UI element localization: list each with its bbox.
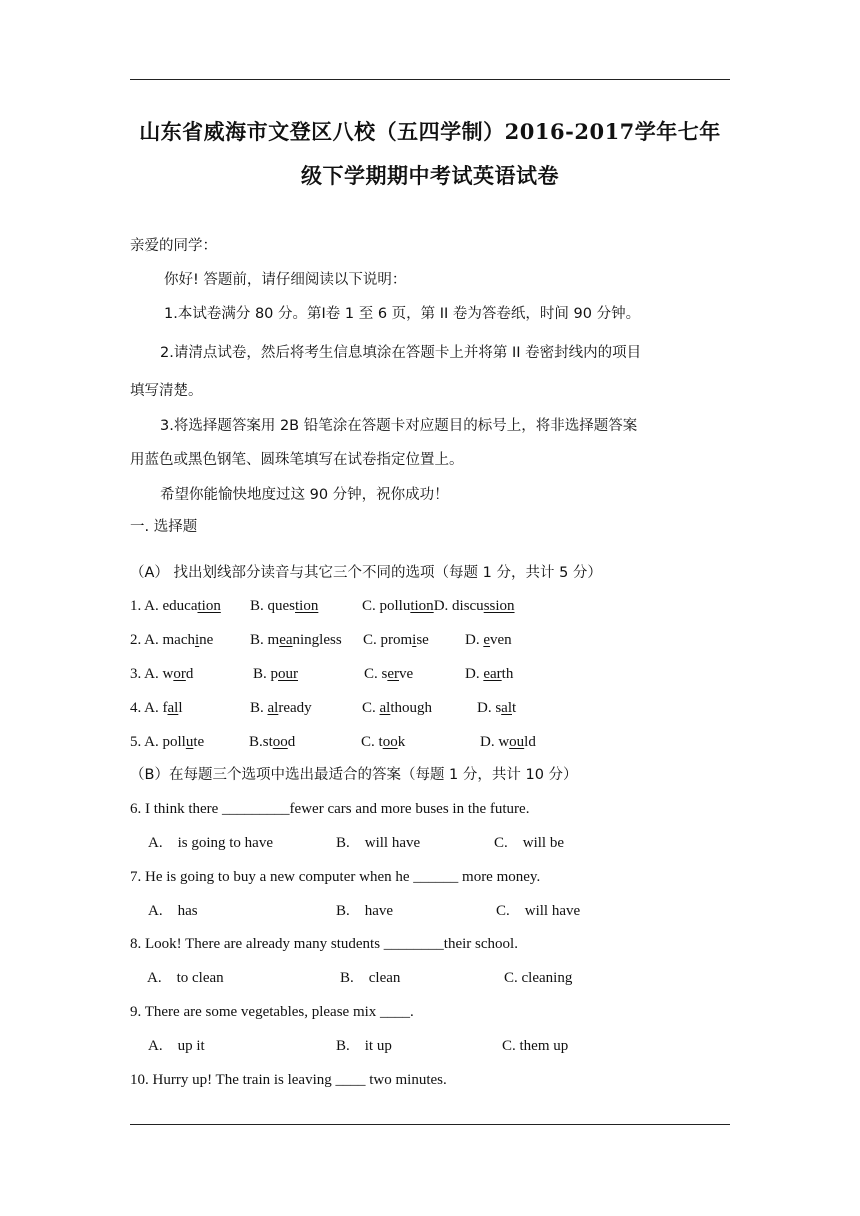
option: 2. A. machine [130, 632, 214, 648]
question-7-option-a: A. has [148, 903, 198, 919]
part-b-title: （B）在每题三个选项中选出最适合的答案（每题 1 分，共计 10 分） [130, 767, 578, 783]
question-7-option-b: B. have [336, 903, 394, 919]
question-6-stem: 6. I think there _________fewer cars and more buses in the future. [130, 801, 530, 817]
option: B. pour [253, 666, 299, 682]
option: 1. A. education [130, 598, 221, 614]
note-1: 1.本试卷满分 80 分。第Ⅰ卷 1 至 6 页，第 II 卷为答卷纸，时间 90 分钟。 [164, 306, 641, 322]
section-1-title: 一. 选择题 [130, 519, 198, 535]
part-a-title: （A） 找出划线部分读音与其它三个不同的选项（每题 1 分，共计 5 分） [130, 565, 602, 581]
hello-line: 你好! 答题前，请仔细阅读以下说明： [164, 272, 407, 288]
question-9-option-c: C. them up [502, 1038, 569, 1054]
option: D. even [465, 632, 512, 648]
option: 5. A. pollute [130, 734, 205, 750]
bottom-rule [130, 1124, 730, 1125]
option: B.stood [249, 734, 296, 750]
wish-line: 希望你能愉快地度过这 90 分钟，祝你成功！ [160, 487, 449, 503]
option: C. promise [363, 632, 429, 648]
question-10-stem: 10. Hurry up! The train is leaving ____ two minutes. [130, 1072, 447, 1088]
option: D. earth [465, 666, 514, 682]
top-rule [130, 79, 730, 80]
option: C. pollutionD. discussion [362, 598, 515, 614]
question-8-option-b: B. clean [340, 970, 401, 986]
option: B. already [250, 700, 312, 716]
question-9-stem: 9. There are some vegetables, please mix ____. [130, 1004, 414, 1020]
question-8-option-c: C. cleaning [504, 970, 573, 986]
option: 3. A. word [130, 666, 194, 682]
option: D. salt [477, 700, 517, 716]
note-2-line-2: 填写清楚。 [130, 383, 203, 399]
question-6-option-a: A. is going to have [148, 835, 273, 851]
page-title-line-1: 山东省威海市文登区八校（五四学制）2016-2017学年七年 [139, 119, 721, 144]
option: D. would [480, 734, 536, 750]
question-7-option-c: C. will have [496, 903, 581, 919]
question-9-option-a: A. up it [148, 1038, 205, 1054]
question-6-option-b: B. will have [336, 835, 421, 851]
question-7-stem: 7. He is going to buy a new computer when he ______ more money. [130, 869, 541, 885]
option: C. serve [364, 666, 414, 682]
note-3-line-1: 3.将选择题答案用 2B 铅笔涂在答题卡对应题目的标号上，将非选择题答案 [160, 418, 638, 434]
option: B. meaningless [250, 632, 342, 648]
option: 4. A. fall [130, 700, 183, 716]
greeting: 亲爱的同学： [130, 238, 217, 254]
question-6-option-c: C. will be [494, 835, 564, 851]
option: C. took [361, 734, 406, 750]
note-3-line-2: 用蓝色或黑色钢笔、圆珠笔填写在试卷指定位置上。 [130, 452, 464, 468]
option: C. although [362, 700, 433, 716]
page-title-line-2: 级下学期期中考试英语试卷 [301, 163, 559, 188]
question-8-option-a: A. to clean [147, 970, 224, 986]
question-9-option-b: B. it up [336, 1038, 392, 1054]
option: B. question [250, 598, 319, 614]
note-2-line-1: 2.请清点试卷，然后将考生信息填涂在答题卡上并将第 II 卷密封线内的项目 [160, 345, 642, 361]
question-8-stem: 8. Look! There are already many students ________their school. [130, 936, 518, 952]
